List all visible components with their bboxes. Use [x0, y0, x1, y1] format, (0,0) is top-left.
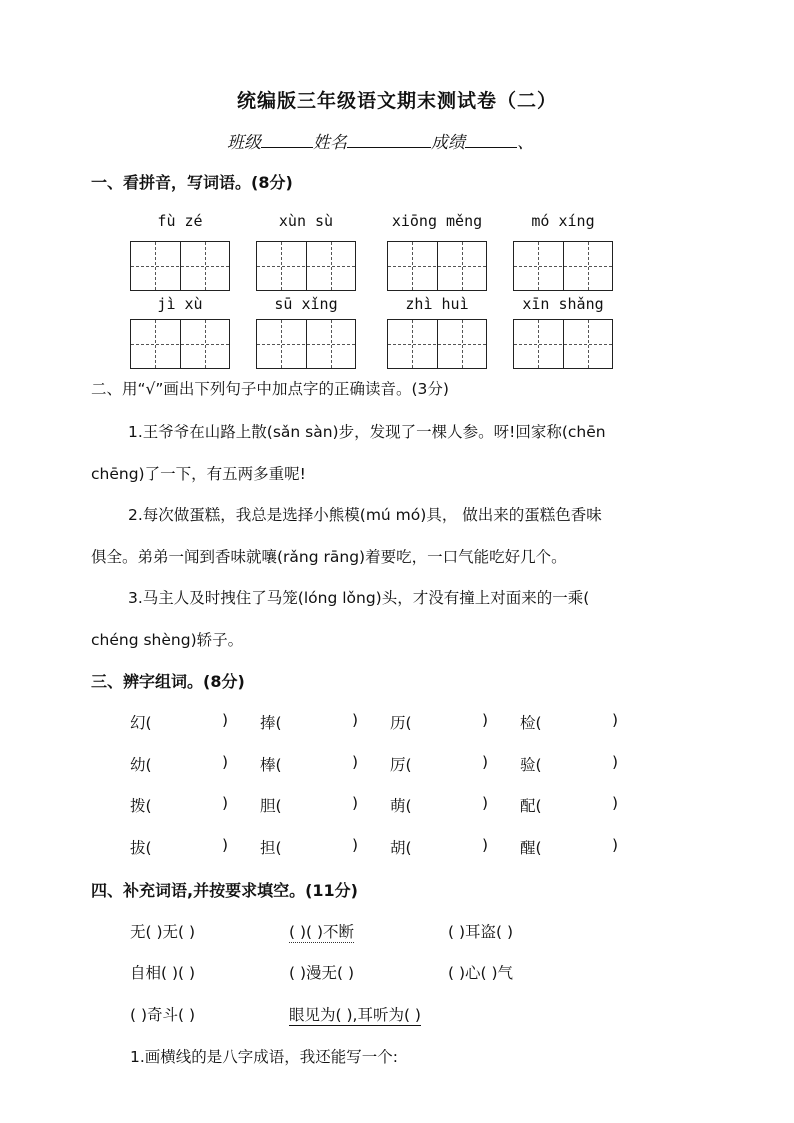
char-close: ) — [482, 753, 489, 771]
question-line: chēng)了一下，有五两多重呢! — [91, 465, 306, 483]
idiom-blank: ( )耳盗( ) — [448, 923, 514, 941]
pinyin-label: xiōng měng — [391, 212, 483, 230]
pinyin-label: fù zé — [157, 212, 203, 230]
name-blank[interactable] — [347, 131, 431, 148]
question-line: 3.马主人及时拽住了马笼(lóng lǒng)头，才没有撞上对面来的一乘( — [128, 589, 590, 607]
idiom-blank: ( )心( )气 — [448, 964, 514, 982]
class-blank[interactable] — [261, 131, 313, 148]
section4-heading: 四、补充词语,并按要求填空。(11分) — [91, 881, 358, 900]
char-item: 幼( — [130, 756, 152, 774]
char-item: 厉( — [390, 756, 412, 774]
student-info — [227, 128, 534, 153]
char-item: 胆( — [260, 797, 282, 815]
question-line: 1.画横线的是八字成语，我还能写一个: — [130, 1048, 399, 1066]
char-item: 拔( — [130, 839, 152, 857]
writing-grid[interactable] — [513, 319, 613, 369]
question-line: 1.王爷爷在山路上散(sǎn sàn)步，发现了一棵人参。呀!回家称(chēn — [128, 423, 606, 441]
char-item: 胡( — [390, 839, 412, 857]
char-close: ) — [612, 711, 619, 729]
char-close: ) — [352, 836, 359, 854]
writing-grid[interactable] — [130, 241, 230, 291]
char-close: ) — [222, 836, 229, 854]
char-item: 醒( — [520, 839, 542, 857]
pinyin-label: jì xù — [157, 295, 203, 313]
class-label: 班级 — [227, 133, 261, 153]
char-close: ) — [352, 711, 359, 729]
section1-heading: 一、看拼音，写词语。(8分) — [91, 173, 293, 192]
writing-grid[interactable] — [256, 319, 356, 369]
char-close: ) — [482, 836, 489, 854]
idiom-blank: ( )漫无( ) — [289, 964, 355, 982]
section2-heading: 二、用“√”画出下列句子中加点字的正确读音。(3分) — [91, 380, 449, 398]
char-item: 验( — [520, 756, 542, 774]
name-label: 姓名 — [313, 133, 347, 153]
idiom-blank: 无( )无( ) — [130, 923, 196, 941]
char-close: ) — [222, 794, 229, 812]
pinyin-label: zhì huì — [405, 295, 469, 313]
score-blank[interactable] — [465, 131, 517, 148]
pinyin-label: sū xǐng — [274, 295, 338, 313]
char-item: 棒( — [260, 756, 282, 774]
idiom-blank: ( )( )不断 — [289, 920, 354, 943]
question-line: 2.每次做蛋糕，我总是选择小熊模(mú mó)具， 做出来的蛋糕色香味 — [128, 506, 602, 524]
char-close: ) — [482, 794, 489, 812]
char-close: ) — [612, 794, 619, 812]
char-close: ) — [482, 711, 489, 729]
char-item: 萌( — [390, 797, 412, 815]
pinyin-label: mó xíng — [531, 212, 595, 230]
char-item: 检( — [520, 714, 542, 732]
char-item: 幻( — [130, 714, 152, 732]
char-item: 捧( — [260, 714, 282, 732]
writing-grid[interactable] — [256, 241, 356, 291]
writing-grid[interactable] — [387, 319, 487, 369]
eight-char-idiom: 眼见为( ),耳听为( ) — [289, 1003, 421, 1026]
writing-grid[interactable] — [387, 241, 487, 291]
pinyin-label: xùn sù — [278, 212, 334, 230]
writing-grid[interactable] — [513, 241, 613, 291]
char-item: 拨( — [130, 797, 152, 815]
char-close: ) — [222, 711, 229, 729]
question-line: chéng shèng)轿子。 — [91, 631, 244, 649]
idiom-blank: 自相( )( ) — [130, 964, 196, 982]
writing-grid[interactable] — [130, 319, 230, 369]
char-close: ) — [612, 836, 619, 854]
idiom-blank: ( )奇斗( ) — [130, 1006, 196, 1024]
char-close: ) — [612, 753, 619, 771]
page-title: 统编版三年级语文期末测试卷（二） — [236, 90, 557, 112]
question-line: 俱全。弟弟一闻到香味就嚷(rǎng rāng)着要吃，一口气能吃好几个。 — [91, 548, 567, 566]
char-item: 配( — [520, 797, 542, 815]
char-close: ) — [222, 753, 229, 771]
char-item: 历( — [390, 714, 412, 732]
section3-heading: 三、辨字组词。(8分) — [91, 672, 245, 691]
pinyin-label: xīn shǎng — [522, 295, 604, 313]
info-trail: 、 — [517, 133, 534, 153]
char-close: ) — [352, 794, 359, 812]
char-close: ) — [352, 753, 359, 771]
char-item: 担( — [260, 839, 282, 857]
score-label: 成绩 — [431, 133, 465, 153]
